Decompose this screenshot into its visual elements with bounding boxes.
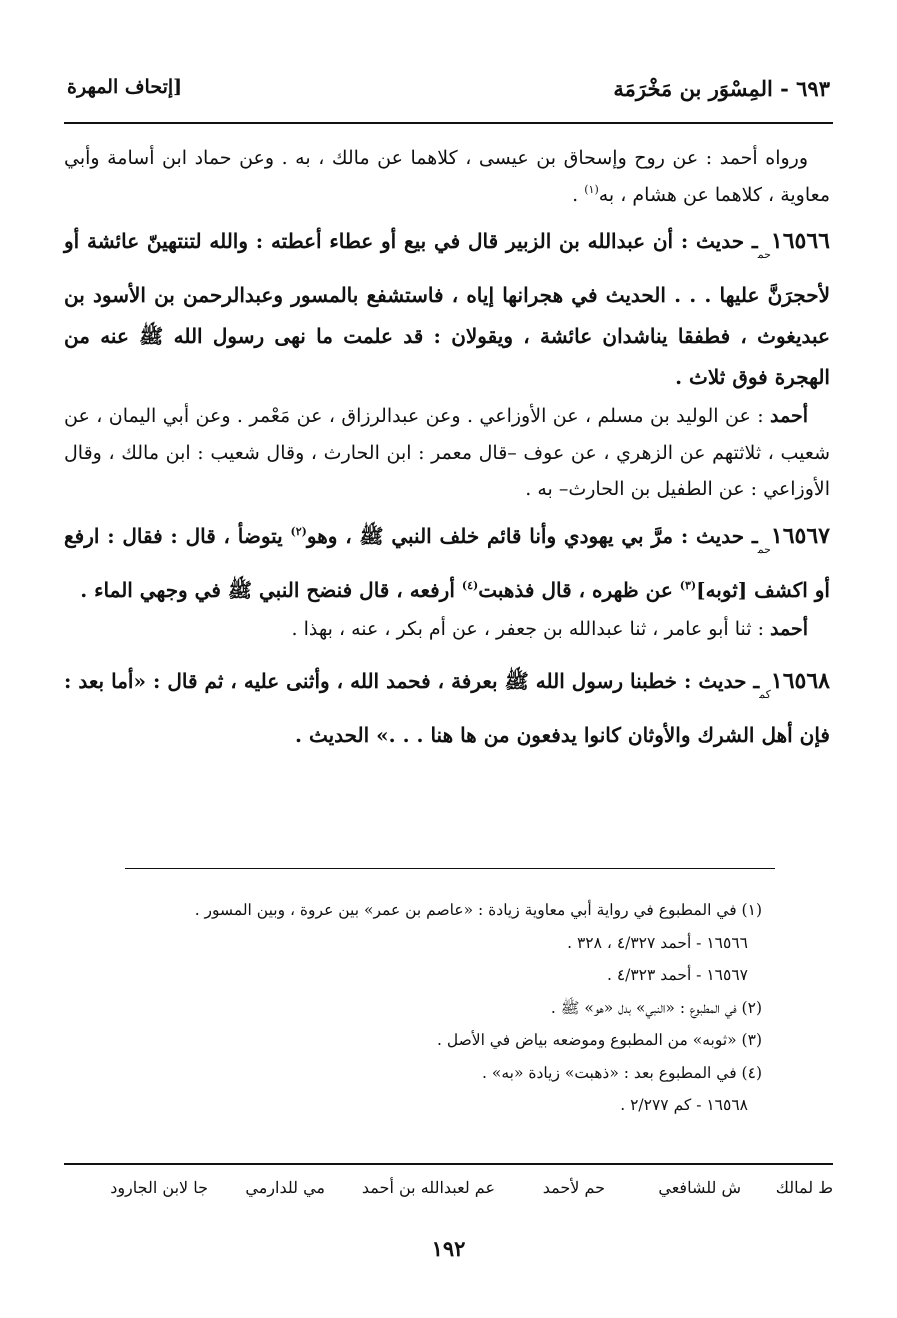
- running-header: [67, 76, 830, 116]
- source-sigil: حم: [757, 542, 771, 556]
- abbreviation-legend: [64, 1178, 833, 1210]
- footnote: ١٦٥٦٨ - كم ٢/٢٧٧ .: [620, 1096, 748, 1114]
- hadith-text: ـ حديث : مرَّ بي يهودي وأنا قائم خلف النبي ﷺ ، وهو: [306, 523, 758, 548]
- book-title: [إتحاف المهرة: [67, 76, 183, 98]
- legend-item: حم لأحمد: [542, 1178, 605, 1197]
- page-number: ١٩٢: [431, 1236, 466, 1261]
- hadith-text: ـ حديث : أن عبدالله بن الزبير قال في بيع أو عطاء أعطته : والله لتنتهينّ عائشة أو لأحجرَنَّ عليها . . . الحديث في هجرانها إياه ، فاستشفع بالمسور وعبدالرحمن بن الأسود بن عبديغوث ، فطفقا يناشدان عائشة ، ويقولان : قد علمت ما نهى رسول الله ﷺ عنه من الهجرة فوق ثلاث .: [64, 229, 830, 389]
- footnote: (٣) «ثوبه» من المطبوع وموضعه بياض في الأصل .: [436, 1031, 762, 1049]
- paragraph-text: : عن الوليد بن مسلم ، عن الأوزاعي . وعن عبدالرزاق ، عن مَعْمر . وعن أبي اليمان ، عن شعيب ، ثلاثتهم عن الزهري ، عن عوف –قال معمر : ابن الحارث ، وقال شعيب : ابن مالك ، وقال الأوزاعي : عن الطفيل بن الحارث– به .: [64, 405, 830, 500]
- footnote-ref: (٣): [679, 578, 697, 592]
- hadith-entry: [64, 516, 830, 611]
- footnote-rule: [125, 868, 775, 869]
- hadith-text: ـ حديث : خطبنا رسول الله ﷺ بعرفة ، فحمد الله ، وأثنى عليه ، ثم قال : «أما بعد : فإن أهل الشرك والأوثان كانوا يدفعون من ها هنا . . .» الحديث .: [64, 669, 830, 747]
- hadith-entry: [64, 661, 830, 756]
- legend-item: جا لابن الجارود: [110, 1178, 208, 1197]
- source-sigil: حم: [757, 248, 771, 261]
- main-text: [64, 140, 830, 756]
- footnote: (١) في المطبوع في رواية أبي معاوية زيادة : «عاصم بن عمر» بين عروة ، وبين المسور .: [194, 901, 762, 919]
- hadith-text: أرفعه ، قال فنضح النبي ﷺ في وجهي الماء .: [80, 577, 462, 602]
- paragraph-end: .: [572, 183, 585, 206]
- paragraph-text: ورواه أحمد : عن روح وإسحاق بن عيسى ، كلاهما عن مالك ، به . وعن حماد ابن أسامة وأبي معاوية ، كلاهما عن هشام ، به: [64, 147, 830, 206]
- footnote-ref: (٤): [461, 578, 479, 592]
- header-rule: [64, 122, 833, 124]
- legend-item: ش للشافعي: [658, 1178, 741, 1197]
- footnote: ١٦٥٦٧ - أحمد ٤/٣٢٣ .: [606, 966, 748, 984]
- footnote: (٤) في المطبوع بعد : «ذهبت» زيادة «به» .: [482, 1063, 762, 1082]
- hadith-entry: [64, 221, 830, 398]
- footnotes: [100, 894, 762, 1122]
- paragraph-text: : ثنا أبو عامر ، ثنا عبدالله بن جعفر ، عن أم بكر ، عنه ، بهذا .: [291, 617, 771, 640]
- paragraph: [64, 140, 830, 213]
- paragraph: [64, 611, 830, 648]
- source-sigil: كم: [759, 688, 771, 701]
- hadith-text: يتوضأ ، قال : فقال : ارفع أو اكشف [ثوبه]: [64, 523, 830, 602]
- footnote: ١٦٥٦٦ - أحمد ٤/٣٢٧ ، ٣٢٨ .: [567, 933, 748, 952]
- footnote: (٢) في المطبوع : «النبي» بدل «هو» ﷺ .: [550, 998, 762, 1017]
- hadith-number: ١٦٥٦٧: [770, 522, 830, 549]
- legend-item: ط لمالك: [775, 1178, 833, 1197]
- source-name: أحمد: [770, 405, 808, 427]
- legend-item: عم لعبدالله بن أحمد: [361, 1178, 495, 1197]
- legend-rule: [64, 1163, 833, 1165]
- footnote-ref: (١): [584, 182, 599, 196]
- hadith-text: عن ظهره ، قال فذهبت: [478, 577, 680, 602]
- legend-item: مي للدارمي: [245, 1178, 325, 1197]
- hadith-number: ١٦٥٦٦: [770, 228, 830, 254]
- footnote-ref: (٢): [290, 524, 307, 538]
- chapter-title: ٦٩٣ - المِسْوَر بن مَخْرَمَة: [613, 76, 830, 101]
- hadith-number: ١٦٥٦٨: [770, 668, 830, 694]
- paragraph: [64, 398, 830, 508]
- source-name: أحمد: [770, 617, 808, 640]
